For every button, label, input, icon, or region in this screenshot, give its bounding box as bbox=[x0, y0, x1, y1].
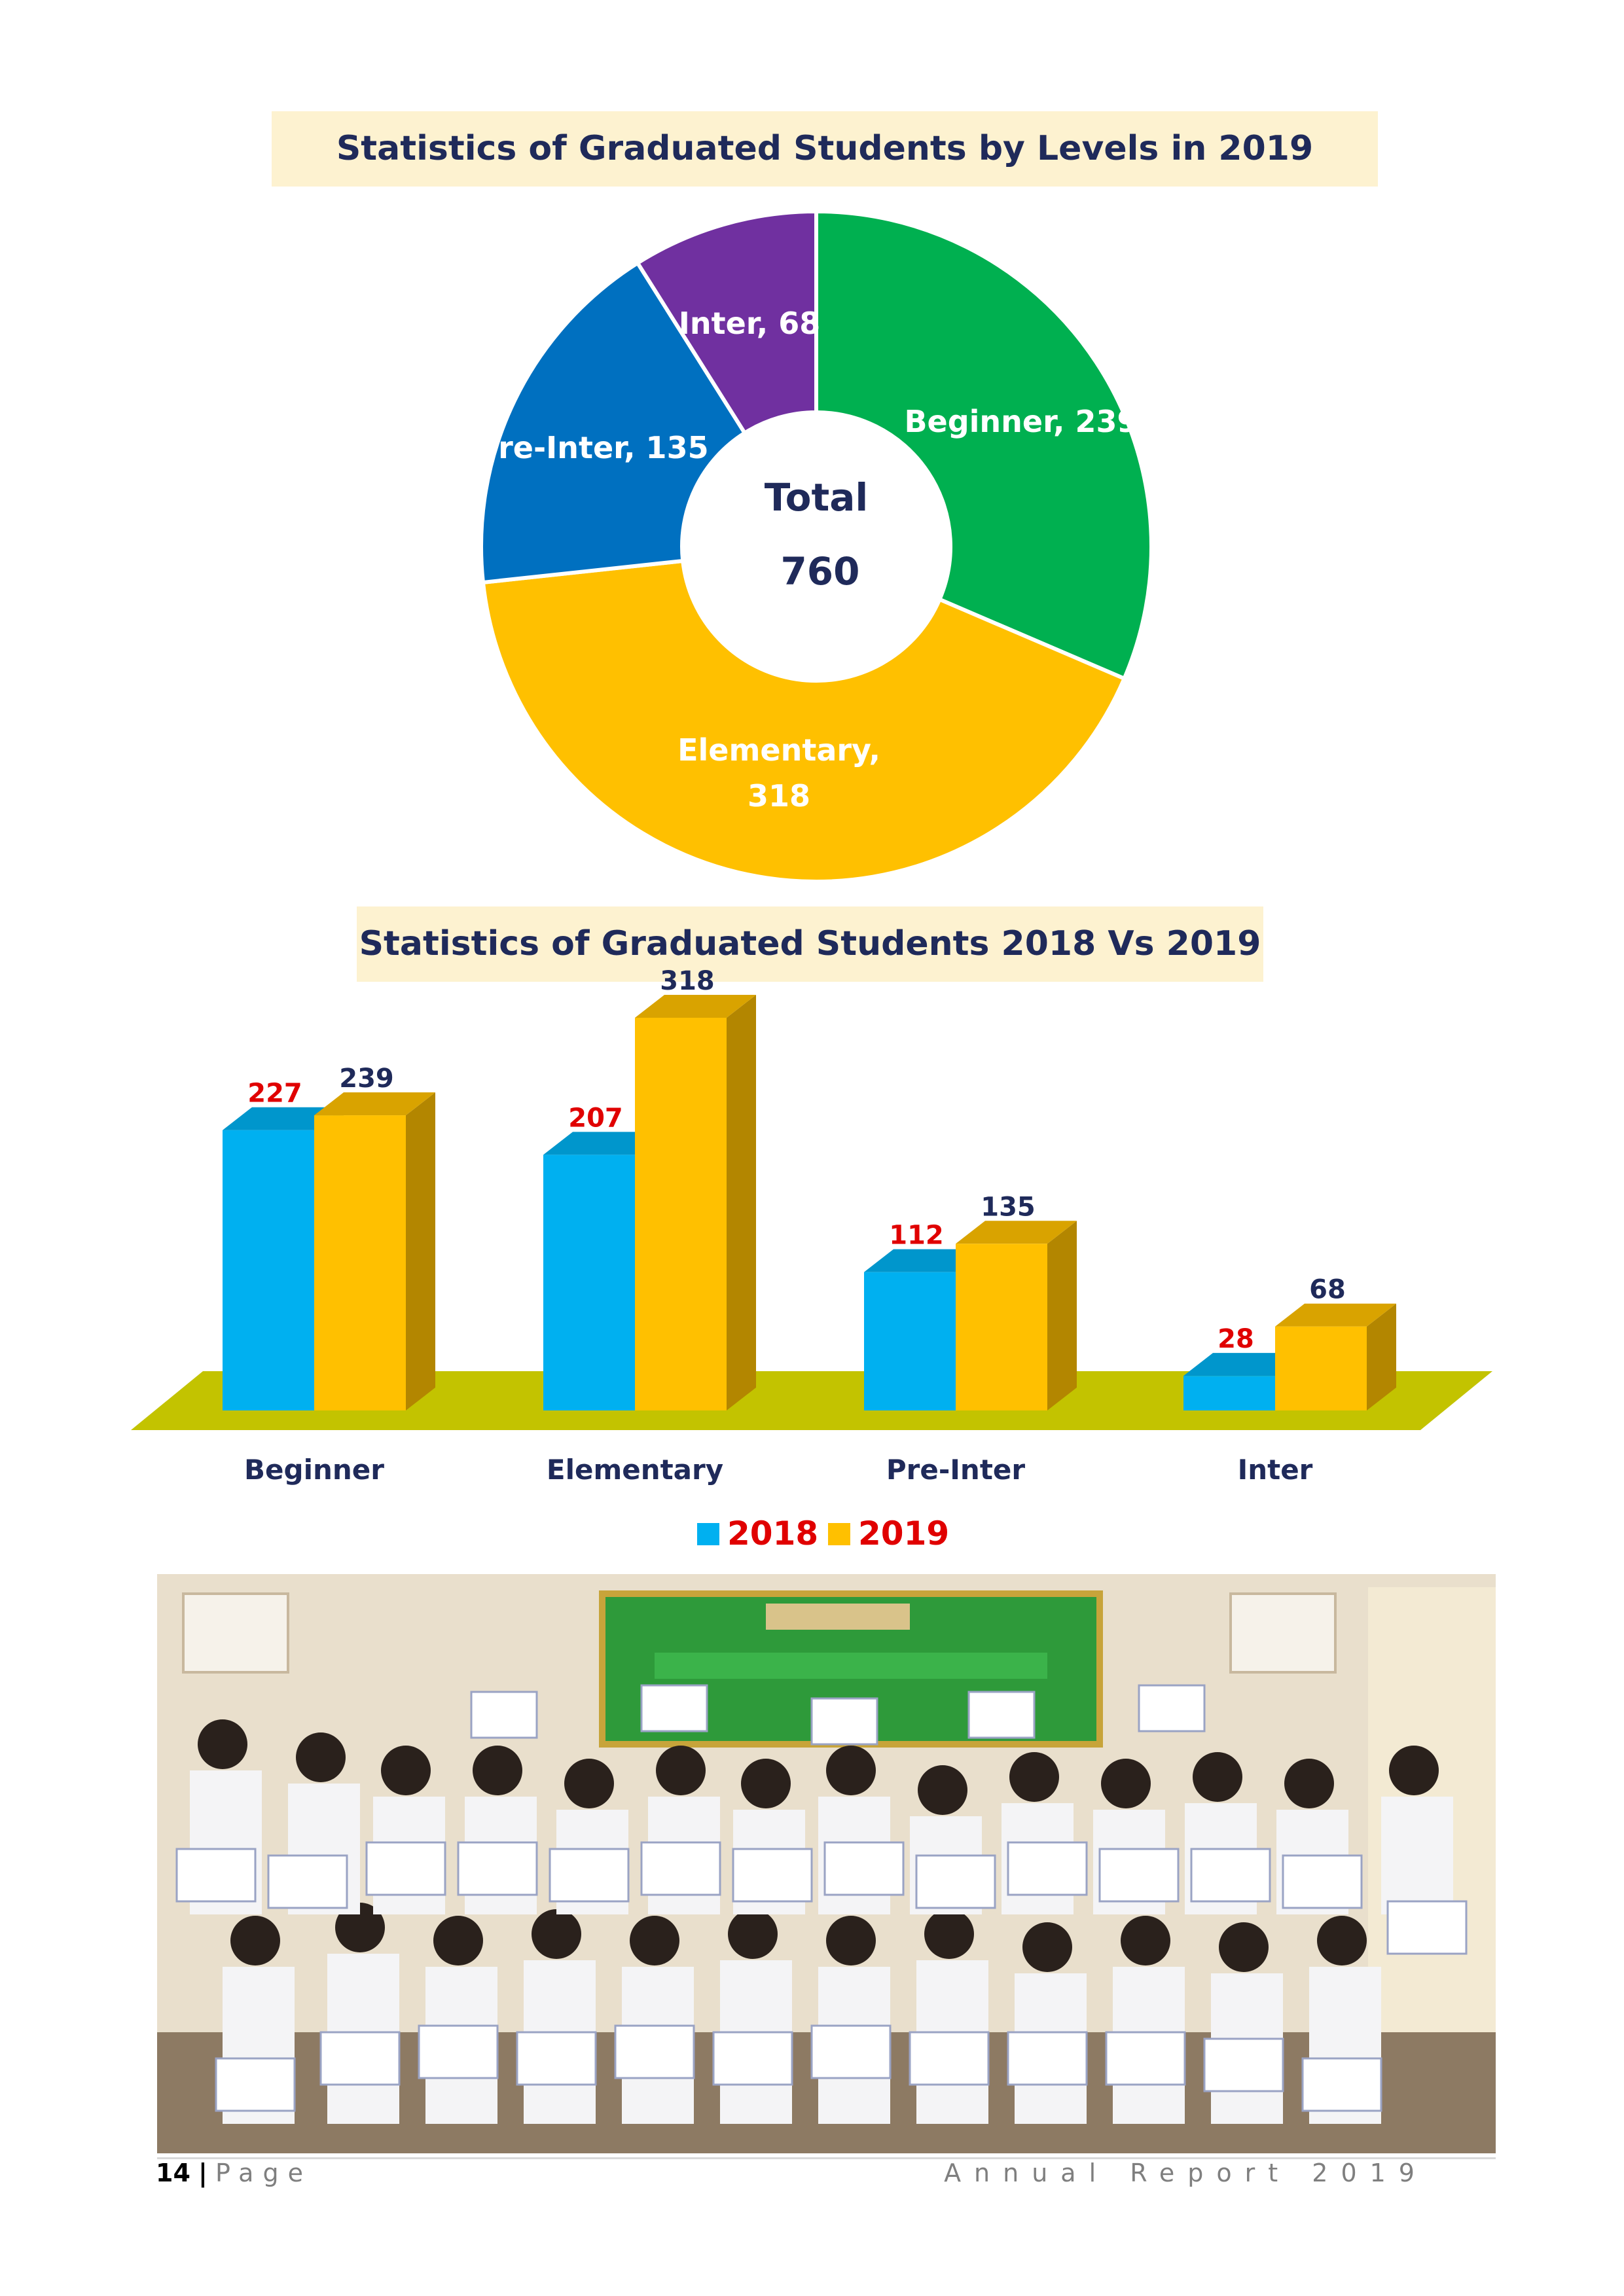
x-tick-pre-inter: Pre-Inter bbox=[886, 1454, 1026, 1486]
donut-label-elementary-line2: 318 bbox=[747, 778, 811, 814]
bar-value-elementary-2019: 318 bbox=[660, 966, 715, 996]
bar-value-inter-2018: 28 bbox=[1218, 1324, 1254, 1355]
legend-swatch-2018 bbox=[697, 1523, 719, 1545]
bar-beginner-2019 bbox=[314, 1115, 406, 1410]
page-number: 14 bbox=[156, 2159, 190, 2187]
donut-center-value: 760 bbox=[780, 549, 860, 594]
bar-pre-inter-2019 bbox=[956, 1244, 1047, 1410]
x-tick-beginner: Beginner bbox=[244, 1454, 384, 1486]
footer-report-title: Annual Report 2019 bbox=[944, 2159, 1428, 2187]
legend-label-2018: 2018 bbox=[727, 1515, 819, 1552]
donut-label-elementary-line1: Elementary, bbox=[677, 732, 880, 768]
page-word: Page bbox=[215, 2159, 312, 2187]
bar-inter-2019 bbox=[1275, 1327, 1367, 1410]
bar-inter-2018 bbox=[1183, 1376, 1275, 1410]
bar-value-pre-inter-2018: 112 bbox=[889, 1220, 944, 1251]
bar-pre-inter-2018 bbox=[864, 1272, 956, 1410]
bar-value-beginner-2019: 239 bbox=[339, 1064, 394, 1094]
graduation-group-photo bbox=[157, 1574, 1496, 2153]
page-separator: | bbox=[198, 2159, 208, 2187]
donut-center-label: Total bbox=[764, 475, 869, 520]
legend-swatch-2019 bbox=[828, 1523, 850, 1545]
donut-label-pre-inter: Pre-Inter, 135 bbox=[476, 430, 709, 465]
bar-value-elementary-2018: 207 bbox=[568, 1103, 623, 1134]
donut-label-beginner: Beginner, 239 bbox=[904, 404, 1138, 439]
bar-side-pre-inter-2019 bbox=[1047, 1221, 1077, 1410]
bar-beginner-2018 bbox=[223, 1130, 314, 1410]
x-tick-elementary: Elementary bbox=[546, 1454, 724, 1486]
bar-elementary-2019 bbox=[635, 1018, 727, 1410]
legend-label-2019: 2019 bbox=[858, 1515, 950, 1552]
bar-value-beginner-2018: 227 bbox=[247, 1078, 302, 1109]
bar-elementary-2018 bbox=[543, 1155, 635, 1410]
bar-side-elementary-2019 bbox=[727, 995, 756, 1410]
bar-side-beginner-2019 bbox=[406, 1092, 435, 1410]
footer-page-number bbox=[156, 2159, 312, 2187]
photo-illustration bbox=[157, 1574, 1496, 2153]
bar-chart-title: Statistics of Graduated Students 2018 Vs 2019 bbox=[357, 906, 1263, 982]
bar-value-pre-inter-2019: 135 bbox=[981, 1192, 1036, 1223]
x-tick-inter: Inter bbox=[1237, 1454, 1313, 1486]
bar-value-inter-2019: 68 bbox=[1309, 1274, 1346, 1305]
donut-label-inter: Inter, 68 bbox=[678, 306, 821, 341]
donut-hole bbox=[683, 414, 949, 679]
donut-chart-title: Statistics of Graduated Students by Levels in 2019 bbox=[272, 111, 1378, 187]
